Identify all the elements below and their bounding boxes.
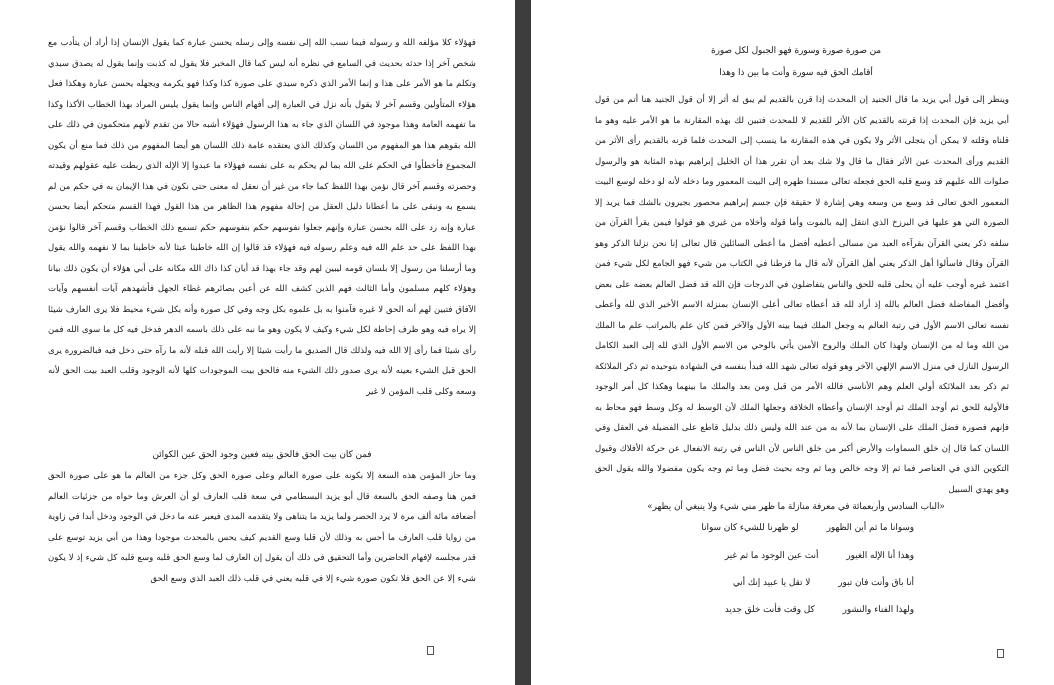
right-top-heading-2: أقامك الحق فيه سورة وأنت ما بين ذا وهذا xyxy=(719,68,873,78)
verse-left-hemistich: لا تقل يا عبيد إنك أني xyxy=(732,578,811,588)
right-page xyxy=(531,0,1054,685)
right-top-heading-1: من صورة صورة وسورة فهو الجبول لكل صورة xyxy=(710,46,881,56)
left-page xyxy=(0,0,515,685)
left-paragraph-2: وما حاز المؤمن هذه السعة إلا بكونه على صورة العالم وعلى صورة الحق وكل جزء من العالم ما هو على صورة الحق فمن هنا وصفه الحق بالسعة قال أبو يزيد البسطامي في سعة قلب العارف لو أن العرش وما حواه من جزئيات العالم أضعافه مائة ألف مرة لا يرد الحصر ولما يزيد ما يتناهى ولا يتقدمه المدى فيعبر عنه ما دخل في الوجود ودخل أبدا في زاوية من زوايا قلب العارف ما أحس به وذلك لأن قلبا وسع القديم كيف يحس بالمحدث موجودا وهذا من أبي يزيد توسع على قدر مجلسه لإفهام الحاضرين وأما التحقيق في ذلك أن يقول إن العارف لما وسع الحق قلبه وسع قلبه كل شيء إذ لا يكون شيء إلا عن الحق فلا تكون صورة شيء إلا في قلبه يعني في قلب ذلك العبد الذي وسع الحق xyxy=(48,471,476,584)
verse-line xyxy=(701,521,914,535)
verse-left-hemistich: لو ظهرنا للشيء كان سوانا xyxy=(701,523,799,533)
verse-right-hemistich: أنا باق وأنت فان تبور xyxy=(838,578,914,588)
page-gutter xyxy=(515,0,531,685)
verse-right-hemistich: وسوانا ما ثم أين الظهور xyxy=(826,523,914,533)
verse-line xyxy=(733,576,914,590)
left-paragraph-1: فهؤلاء كلا مؤلفه الله و رسوله فيما نسب الله إلى نفسه وإلى رسله يحسن عبارة كما يقول الإنسان إذا أراد أن يتأدب مع شخص آخر إذا حدثه بحديث في السامع في نظره أنه ليس كما قال المخبر فلا يقول له كذبت وإنما يقول له يصدق سيدي وتكلم ما هو الأمر على هذا و إنما الأمر الذي ذكره سيدي على صورة كذا وكذا فهو يكرمه ويجهله يحسن عبارة وهكذا فعل هؤلاء المتأولين وقسم آخر لا يقول بأنه نزل في العبارة إلى أفهام الناس وإنما يقول يليس المراد بهذا الخطاب الأكذا وكذا ما تفهمه العامة وهذا موجود في اللسان الذي جاء به هذا الرسول فهؤلاء أشبه حالا من تقدم لأنهم متحكمون في ذلك على الله بقوهم هذا هو المفهوم من اللسان وكذلك الذي يعتقده عامة ذلك اللسان هو أيضا المفهوم من ذلك فما منع أن يكون المجموع فأخطأوا في الحكم على الله بما لم يحكم به على نفسه فهؤلاء ما عبدوا إلا الإله الذي ربطت عليه عقولهم وقيدته وحصرته وقسم آخر قال نؤمن بهذا اللفظ كما جاء من غير أن نعقل له معنى حتى نكون في هذا الإيمان به في حكم من لم يسمع به ونبقى على ما أعطانا دليل العقل من إحالة مفهوم هذا الظاهر من هذا القول فهذا القسم متحكم أيضا بحسن عبارة وإنه رد على الله بحسن عبارة وإنهم جعلوا نفوسهم حكم بنفوسهم حكم تسمع ذلك الخطاب وقسم آخر قالوا نؤمن بهذا اللفظ على حد علم الله فيه وعلم رسوله فيه فهؤلاء قد قالوا إن الله خاطبنا عبثا لأنه خاطبنا بما لا نفهمه والله يقول وما أرسلنا من رسول إلا بلسان قومه ليبين لهم وقد جاء بهذا قد أيان كذا ذاك الله مكانه على أبي هؤلاء أن يكون ذلك بيانا وهؤلاء كلهم مسلمون وأما الثالث فهم الذين كشف الله عن أعين بصائرهم غطاء الجهل فأشهدهم آيات أنفسهم وآيات الآفاق فتبين لهم أنه الحق لا غيره فآمنوا به بل علموه بكل وجه وفي كل صورة وأنه بكل شيء محيط فلا يرى العارف شيئا إلا يراه فيه وهو ظرف إحاطة لكل شيء وكيف لا يكون وهو ما نبه على ذلك باسمه الدهر فدخل فيه كل ما سوى الله فمن رأى شيئا فما رأى إلا الله فيه ولذلك قال الصديق ما رأيت شيئا إلا رأيت الله قبله لأنه ما رآه حتى دخل فيه فبالضرورة يرى الحق قبل الشيء بعينه لأنه يرى صدور ذلك الشيء منه فالحق بيت الموجودات كلها لأنه الوجود وقلب العبد بيت الحق لأنه وسعه وكلى قلب المؤمن لا غير xyxy=(48,38,477,397)
verse-right-hemistich: وهذا أنا الإله الغيور xyxy=(846,551,914,561)
left-verse-heading: فمن كان بيت الحق فالحق بيته فعين وجود الحق عين الكوائن xyxy=(152,450,372,460)
verse-left-hemistich: أنت عين الوجود ما ثم غير xyxy=(724,551,819,561)
verse-line xyxy=(725,549,914,563)
page-marker-icon xyxy=(427,646,434,655)
verse-line xyxy=(725,603,914,617)
right-chapter-heading: «الباب السادس وأربعمائة في معرفة منازلة ما ظهر مني شيء ولا ينبغي أن يظهر» xyxy=(647,502,945,512)
verse-right-hemistich: ولهذا الفناء والنشور xyxy=(842,605,914,615)
page-marker-icon xyxy=(997,649,1004,658)
right-paragraph-1: وينظر إلى قول أبي يزيد ما قال الجنيد إن المحدث إذا قرن بالقديم لم يبق له أثر إلا أن قول الجنيد هنا أتم من قول أبي يزيد فإن المحدث إذا قرنته بالقديم كان الأثر للقديم لا للمحدث فتبين لك بهذه المقارنة ما هو الأمر عليه وهو ما قلناه وقلته لا يمكن أن يتجلى الأثر ولا يكون في هذه المقارنة ما ينسب إلى المحدث فلما قرنه بالقديم رأى الأثر من القديم ورأى المحدث عين الأثر فقال ما قال ولا شك بعد أن تقرر هذا أن الخليل إبراهيم بهذه المثابة هو والرسول صلوات الله عليهم قد وسع قلبه الحق فجعله تعالى مسندا ظهره إلى البيت المعمور وما دخله لأنه لو دخله لوسع البيت المعمور الحق تعالى قد وسع من وسعه وهي إشارة لا حقيقة فإن جسم إبراهيم محصور بجيرون بالشك فما يريد إلا الصورة التي هو عليها في البرزخ الذي انتقل إليه بالموت وأما قوله وأخلاه من غيري هو قولوا فيمن يقرأ القرآن من سلفه ذكر يعني القرآن بقرآءه العبد من مسالى أعطيه أفضل ما أعطى السائلين قال تعالى إنا نحن نزلنا الذكر وهو القرآن وقال فاسألوا أهل الذكر يعني أهل القرآن لأنه قال ما فرطنا في الكتاب من شيء فهو الجامع لكل شيء فمن اعتمد غيره أوجب عليه أن يحلى قلبه للحق والناس يتفاضلون في الدرجات فإن الله قد فضل العالم بعضه على بعض وأفضل المفاضلة فضل العالم بالله إذ أراد لله قد أعطاه تعالى أعلى الإنسان بمنزلة الاسم الأخير الذي لله وأعطى نفسه تعالى الاسم الأول في رتبة العالم به وجعل الملك فيما بينه الأول والآخر فمن كان علم بالمراتب علم ما الملك من الله وما له من الإنسان ولهذا كان الملك والروح الأمين يأتي بالوحي من الاسم الأول الذي لله إلى العبد الكامل الرسول النازل في منزل الاسم الإلهي الآخر وهو قوله تعالى شهد الله فبدأ بنفسه في الشهادة بتوحيده ثم ذكر الملائكة ثم ذكر بعد الملائكة أولي العلم وهم الأناسي فالله الأمر من قبل ومن بعد والملك ما بينهما وهكذا كل أمر الوجود فالأولية للحق ثم أوجد الملك ثم أوجد الإنسان وأعطاه الخلافة وجعلها الملك لأن الوسط له وكل وسط فهو محاط به فإنهم فصورة فضل الملك على الإنسان بما لأنه به من عند الله وليس ذلك بدليل قاطع على الفضيلة في العقل وفي اللسان كما قال إن خلق السماوات والأرض أكبر من خلق الناس لأن الناس في رتبة الانفعال عن حركة الأفلاك وقبول التكوين الذي في العناصر فما ثم إلا وجه خالص وما ثم وجه بحيث فضل وما ثم وجه يكون مفضولا والله يقول الحق وهو يهدي السبيل xyxy=(595,95,1009,495)
verse-left-hemistich: كل وقت فأنت خلق جديد xyxy=(724,605,815,615)
